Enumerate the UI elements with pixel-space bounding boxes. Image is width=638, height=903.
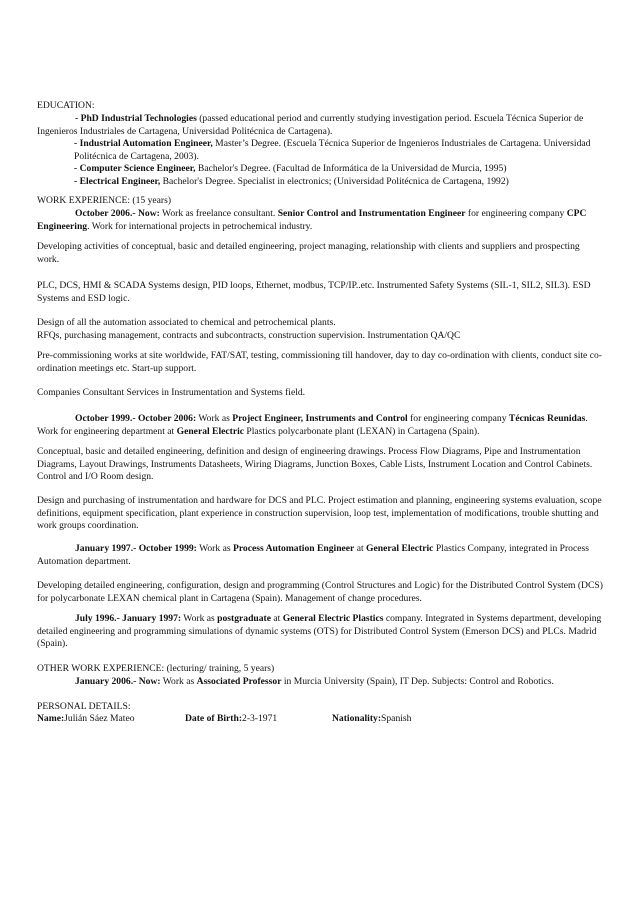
job-cpc-company: CPC Engineering <box>37 208 587 232</box>
job-tr-text: Work as <box>196 413 233 424</box>
nationality-label: Nationality: <box>332 713 382 724</box>
job-ge-role: Process Automation Engineer <box>232 543 355 554</box>
computer-details: Bachelor's Degree. (Facultad de Informática de la Universidad de Murcia, 1995) <box>195 163 507 174</box>
job-tr-period: October 1999.- October 2006: <box>75 413 197 424</box>
job-ge-text: at <box>354 543 367 554</box>
job-mu-period: January 2006.- Now: <box>75 676 161 687</box>
job-tr-text: Plastics polycarbonate plant (LEXAN) in Cartagena (Spain). <box>244 425 480 437</box>
job-tecnicas-reunidas <box>37 413 603 438</box>
job-tr-paragraph: Design and purchasing of instrumentation and hardware for DCS and PLC. Project estimation and planning, engineering systems evaluation, scope definitions, equipment specification, plant experience in construction supervision, loop test, implementation of modifications, trouble shutting and work groups coordination. <box>37 495 602 532</box>
job-cpc <box>37 208 603 233</box>
job-gep-text: at <box>271 613 283 624</box>
job-tr-text: . Work for engineering department at <box>37 413 588 437</box>
computer-title: - Computer Science Engineer, <box>74 163 196 174</box>
personal-details-row <box>37 713 603 726</box>
job-ge-text: Work as <box>196 543 233 554</box>
dob-label: Date of Birth: <box>185 713 243 724</box>
dob-field <box>185 713 278 726</box>
electrical-title: - Electrical Engineer, <box>74 176 161 187</box>
job-cpc-paragraph: Developing activities of conceptual, basic and detailed engineering, project managing, relationship with clients and suppliers and prospecting work. <box>37 241 580 265</box>
job-general-electric <box>37 543 603 568</box>
personal-heading: PERSONAL DETAILS: <box>37 701 131 712</box>
education-heading: EDUCATION: <box>37 100 95 111</box>
job-ge-paragraph: Developing detailed engineering, configuration, design and programming (Control Structures and Logic) for the Distributed Control System (DCS) for polycarbonate LEXAN chemical plant in Cartagena (Spain). Management of change procedures. <box>37 580 603 604</box>
job-tr-ge: General Electric <box>176 425 245 437</box>
electrical-details: Bachelor's Degree. Specialist in electronics; (Universidad Politécnica de Cartagena, 1992) <box>160 176 509 187</box>
job-ge-plastics <box>37 613 603 651</box>
education-computer <box>74 163 603 176</box>
dob-value: 2-3-1971 <box>242 713 278 724</box>
job-tr-paragraph: Conceptual, basic and detailed engineering, definition and design of engineering drawings. Process Flow Diagrams, Pipe and Instrumentation Diagrams, Layout Drawings, Instruments Datasheets, Wiring Diagrams, Junction Boxes, Cable Lists, Instrument Location and Control Cabinets. Control and I/O Room design. <box>37 446 593 483</box>
industrial-title: - Industrial Automation Engineer, <box>74 138 213 149</box>
job-tr-company: Técnicas Reunidas <box>508 413 586 424</box>
job-cpc-text: for engineering company <box>465 208 567 219</box>
name-label: Name: <box>37 713 65 724</box>
job-ge-period: January 1997.- October 1999: <box>75 543 197 554</box>
work-heading: WORK EXPERIENCE: (15 years) <box>37 195 172 206</box>
name-value: Julián Sáez Mateo <box>64 713 135 724</box>
nationality-value: Spanish <box>381 713 412 724</box>
job-cpc-paragraph: Pre-commissioning works at site worldwide, FAT/SAT, testing, commissioning till handover, day to day co-ordination with clients, conduct site co-ordination meetings etc. Start-up support. <box>37 350 602 374</box>
job-cpc-paragraph: Companies Consultant Services in Instrumentation and Systems field. <box>37 387 306 398</box>
job-murcia-university <box>37 676 603 689</box>
job-gep-company: General Electric Plastics <box>282 613 384 624</box>
name-field <box>37 713 135 726</box>
job-gep-text: company. Integrated in Systems department, developing detailed engineering and programming simulations of dynamic systems (OTS) for Distributed Control System (Emerson DCS) and PLCs. Madrid (Spain). <box>37 613 602 650</box>
job-gep-text: Work as <box>181 613 218 624</box>
phd-title: - PhD Industrial Technologies <box>75 113 197 124</box>
nationality-field <box>332 713 412 726</box>
job-gep-role: postgraduate <box>217 613 272 624</box>
job-cpc-period: October 2006.- Now: <box>75 208 160 219</box>
job-cpc-text: . Work for international projects in petrochemical industry. <box>87 220 313 232</box>
job-tr-text: for engineering company <box>407 413 509 424</box>
job-gep-period: July 1996.- January 1997: <box>75 613 182 624</box>
industrial-details: Master’s Degree. (Escuela Técnica Superior de Ingenieros Industriales de Cartagena. Universidad Politécnica de Cartagena, 2003). <box>74 138 591 162</box>
job-cpc-role: Senior Control and Instrumentation Engineer <box>277 208 466 219</box>
job-mu-text: Work as <box>160 676 197 687</box>
job-cpc-text: Work as freelance consultant. <box>159 208 278 219</box>
job-mu-role: Associated Professor <box>196 676 282 687</box>
education-industrial <box>74 138 603 163</box>
education-phd <box>37 113 603 138</box>
job-cpc-paragraph: Design of all the automation associated to chemical and petrochemical plants. <box>37 317 336 328</box>
job-cpc-paragraph: RFQs, purchasing management, contracts and subcontracts, construction supervision. Instrumentation QA/QC <box>37 330 461 341</box>
job-tr-role: Project Engineer, Instruments and Control <box>232 413 408 424</box>
phd-details: (passed educational period and currently studying investigation period. Escuela Técnica Superior de Ingenieros Industriales de Cartagena, Universidad Politécnica de Cartagena). <box>37 113 584 137</box>
job-mu-text: in Murcia University (Spain), IT Dep. Subjects: Control and Robotics. <box>281 676 554 687</box>
job-ge-company: General Electric <box>366 543 434 554</box>
job-ge-text: Plastics Company, integrated in Process Automation department. <box>37 543 589 567</box>
education-electrical <box>74 176 603 189</box>
other-work-heading: OTHER WORK EXPERIENCE: (lecturing/ training, 5 years) <box>37 663 275 674</box>
job-cpc-paragraph: PLC, DCS, HMI & SCADA Systems design, PID loops, Ethernet, modbus, TCP/IP..etc. Instrumented Safety Systems (SIL-1, SIL2, SIL3). ESD Systems and ESD logic. <box>37 280 591 304</box>
